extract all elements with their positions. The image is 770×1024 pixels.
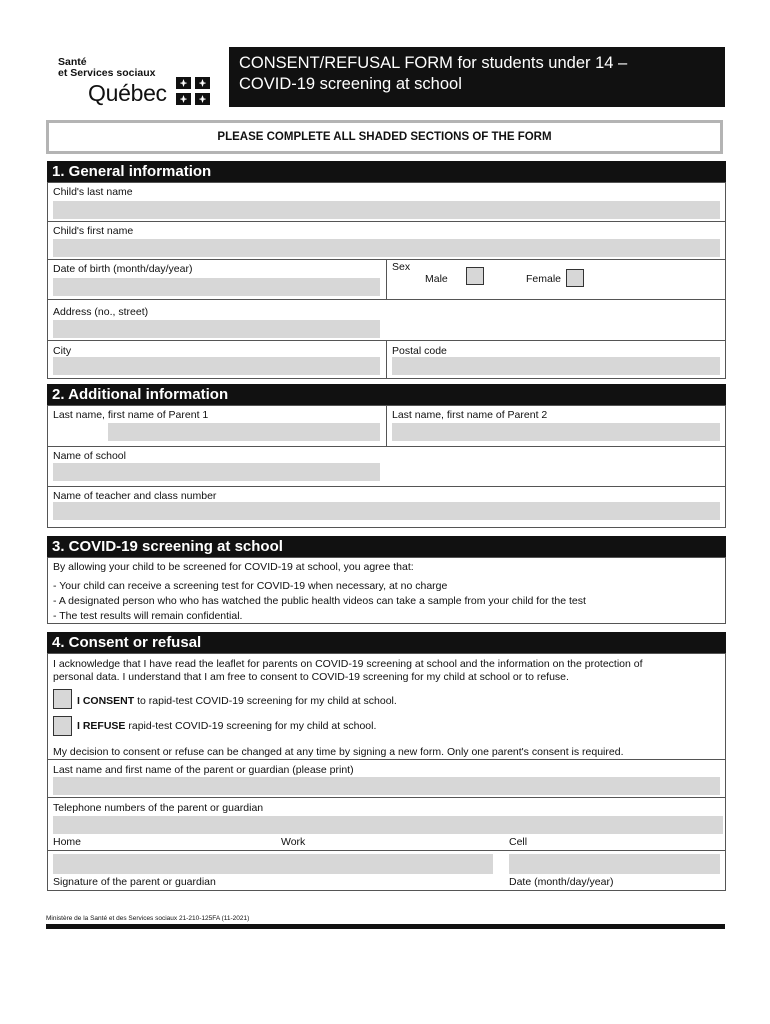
refuse-checkbox[interactable] — [53, 716, 72, 736]
work-phone-label: Work — [281, 836, 306, 848]
divider — [386, 405, 387, 446]
sex-label: Sex — [392, 261, 411, 273]
dob-field[interactable] — [53, 278, 380, 296]
school-field[interactable] — [53, 463, 380, 481]
form-title-line2: COVID-19 screening at school — [239, 75, 462, 93]
divider — [47, 299, 726, 300]
section3-heading: 3. COVID-19 screening at school — [47, 536, 726, 558]
footer-reference: Ministère de la Santé et des Services sociaux 21-210-125FA (11-2021) — [46, 915, 250, 922]
section3-bullet1: - Your child can receive a screening test for COVID-19 when necessary, at no charge — [53, 580, 448, 592]
divider — [47, 446, 726, 447]
divider — [386, 340, 387, 379]
consent-keyword: I CONSENT — [77, 695, 135, 707]
female-label: Female — [526, 273, 562, 285]
female-checkbox[interactable] — [566, 269, 584, 287]
parent1-label: Last name, first name of Parent 1 — [53, 409, 209, 421]
refuse-statement — [77, 720, 376, 733]
cell-phone-label: Cell — [509, 836, 528, 848]
form-title-line1: CONSENT/REFUSAL FORM for students under 14 – — [239, 54, 628, 72]
date-label: Date (month/day/year) — [509, 876, 614, 888]
fleurdelise-flag-icon — [176, 77, 210, 105]
signature-date-field[interactable] — [509, 854, 720, 874]
divider — [386, 259, 387, 299]
parent2-label: Last name, first name of Parent 2 — [392, 409, 548, 421]
child-last-name-field[interactable] — [53, 201, 720, 219]
divider — [47, 221, 726, 222]
refuse-text: rapid-test COVID-19 screening for my child at school. — [125, 720, 377, 732]
signature-label: Signature of the parent or guardian — [53, 876, 216, 888]
child-first-name-field[interactable] — [53, 239, 720, 257]
logo-main: Québec — [88, 80, 167, 106]
city-label: City — [53, 345, 72, 357]
divider — [47, 850, 726, 851]
footer-rule — [46, 924, 725, 929]
male-checkbox[interactable] — [466, 267, 484, 285]
child-last-name-label: Child's last name — [53, 186, 133, 198]
dob-label: Date of birth (month/day/year) — [53, 263, 193, 275]
parent-name-label: Last name and first name of the parent or guardian (please print) — [53, 764, 354, 776]
ministry-logo — [58, 55, 218, 107]
section3-bullet2: - A designated person who who has watched the public health videos can take a sample from your child for the test — [53, 595, 586, 607]
home-phone-label: Home — [53, 836, 82, 848]
divider — [47, 486, 726, 487]
address-label: Address (no., street) — [53, 306, 149, 318]
signature-field[interactable] — [53, 854, 493, 874]
refuse-keyword: I REFUSE — [77, 720, 126, 732]
instructions-banner: PLEASE COMPLETE ALL SHADED SECTIONS OF THE FORM — [46, 120, 723, 154]
consent-statement — [77, 695, 397, 708]
decision-note: My decision to consent or refuse can be changed at any time by signing a new form. Only one parent's consent is required. — [53, 746, 624, 758]
child-first-name-label: Child's first name — [53, 225, 134, 237]
divider — [47, 797, 726, 798]
section2-heading: 2. Additional information — [47, 384, 726, 406]
acknowledge-line1: I acknowledge that I have read the leaflet for parents on COVID-19 screening at school and the information on the protection of — [53, 658, 643, 670]
address-field[interactable] — [53, 320, 380, 338]
section3-bullet3: - The test results will remain confidential. — [53, 610, 243, 622]
city-field[interactable] — [53, 357, 380, 375]
postal-code-field[interactable] — [392, 357, 720, 375]
consent-checkbox[interactable] — [53, 689, 72, 709]
male-label: Male — [425, 273, 448, 285]
teacher-field[interactable] — [53, 502, 720, 520]
teacher-label: Name of teacher and class number — [53, 490, 217, 502]
phone-numbers-field[interactable] — [53, 816, 723, 834]
section1-heading: 1. General information — [47, 161, 726, 183]
section3-intro: By allowing your child to be screened for COVID-19 at school, you agree that: — [53, 561, 414, 573]
parent-name-field[interactable] — [53, 777, 720, 795]
divider — [47, 759, 726, 760]
form-title — [229, 47, 725, 107]
school-label: Name of school — [53, 450, 126, 462]
section4-heading: 4. Consent or refusal — [47, 632, 726, 654]
postal-code-label: Postal code — [392, 345, 447, 357]
logo-line1: Santé — [58, 56, 87, 68]
parent2-field[interactable] — [392, 423, 720, 441]
phone-numbers-label: Telephone numbers of the parent or guardian — [53, 802, 264, 814]
acknowledge-line2: personal data. I understand that I am free to consent to COVID-19 screening for my child at school or to refuse. — [53, 671, 569, 683]
parent1-field[interactable] — [108, 423, 380, 441]
logo-line2: et Services sociaux — [58, 67, 156, 79]
consent-text: to rapid-test COVID-19 screening for my child at school. — [134, 695, 397, 707]
